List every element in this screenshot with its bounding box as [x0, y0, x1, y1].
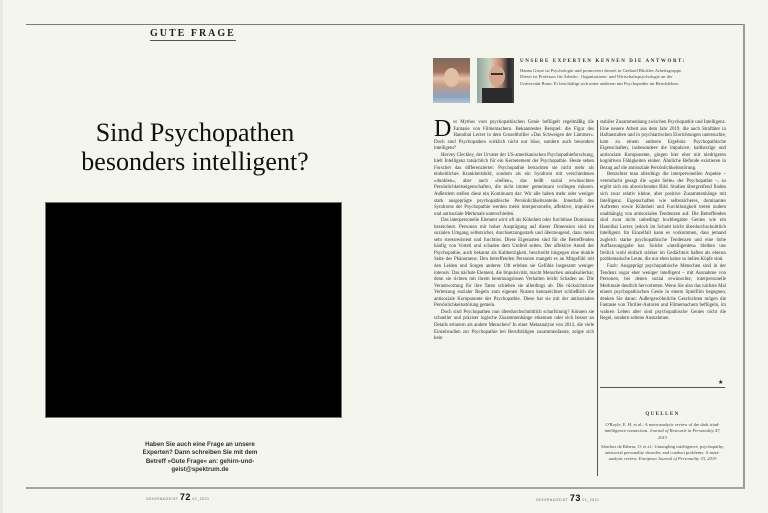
- hero-image: [45, 202, 342, 418]
- column-divider: [597, 120, 598, 476]
- sources-heading: QUELLEN: [645, 412, 680, 417]
- source-item: Sánchez de Ribera, O. et al.: Untangling intelligence, psychopathy, antisocial personality disorder, and conduct problems: A meta-analytic review. European Journal of Personality 33, 2019: [600, 443, 725, 462]
- paragraph: Fazit: Ausgeprägt psychopathische Menschen sind in der Tendenz sogar eher weniger intelligent – mit Ausnahme von Personen, bei denen sozial erwünschte, interpersonelle Merkmale deutlich hervortreten. Wenn Sie also das nächste Mal einem psychopathischen Genie in einem Spielfilm begegnen, denken Sie daran: Außergewöhnliche Geschichten mögen die Fantasie von Thriller-Autoren und Filmemachern beflügeln, im wahren Leben aber sind psychopathische Genies nicht die Regel, sondern seltene Ausnahmen.: [600, 264, 726, 322]
- bottom-rule: [26, 487, 745, 489]
- page-spine-edge: [0, 0, 3, 513]
- title-line-2: besonders intelligent?: [81, 147, 309, 176]
- end-mark-icon: ★: [718, 380, 724, 386]
- reader-question-caption: Haben Sie auch eine Frage an unsere Experten? Dann schreiben Sie mit dem Betreff »Gute Frage« an: gehirn-und-geist@spektrum.de: [142, 441, 258, 473]
- suit-shape: [482, 88, 512, 103]
- page-number: 73: [569, 493, 581, 503]
- paragraph: stabiler Zusammenhang zwischen Psychopathie und Intelligenz. Eine neuere Arbeit aus dem Jahr 2019, die auch Straftäter in Haftanstalten und in psychiatrischen Einrichtungen untersuchte, kam zu einem anderen Ergebnis: Psychopathische Eigenschaften, insbesondere die impulsive, kaltherzige und antisoziale Komponente, gingen hier eher mit niedrigeren kognitiven Fähigkeiten einher. Ähnliche Befunde existieren in Bezug auf die antisoziale Persönlichkeitsstörung.: [600, 120, 726, 171]
- top-rule: [26, 24, 744, 25]
- glasses-shape: [491, 73, 503, 75]
- magazine-name: GEHIRN&GEIST: [146, 497, 179, 501]
- experts-heading: UNSERE EXPERTEN KENNEN DIE ANTWORT:: [520, 59, 686, 64]
- face-shape: [489, 66, 505, 86]
- source-item: O'Boyle, E. H. et al.: A meta-analytic review of the dark triad-intelligence connection. Journal of Research in Personality 47, 2013: [604, 422, 721, 440]
- section-label: GUTE FRAGE: [150, 28, 236, 39]
- page-number: 72: [179, 492, 191, 502]
- body-column-2: [600, 120, 726, 323]
- right-frame-rule: [743, 24, 745, 489]
- drop-cap: D: [434, 116, 452, 142]
- sources-list: [600, 422, 725, 466]
- paragraph: Betrachtet man allerdings die interpersonellen Aspekte – vereinfacht gesagt die »gute Seite« der Psychopathie –, so ergibt sich ein abweichendes Bild. Studien übergreifend finden sich zwar relativ kleine, aber positive Zusammenhänge mit Intelligenz. Eigenschaften wie selbstsicheres, dominantes Auftreten sowie Kühnheit und Furchtlosigkeit treten zudem unabhängig von antisozialen Tendenzen auf. Die Betreffenden sind zwar nicht unbedingt hochbegabte Genies wie ein Hannibal Lecter, jedoch im Schnitt leicht überdurchschnittlich intelligent. Im Einzelfall kann es vorkommen, dass jemand zugleich starke psychopathische Tendenzen und eine hohe Auffassungsgabe hat. Solche »intelligenten« bleiben uns freilich wohl einfach stärker im Gedächtnis haften als ebenso problematische Leute, die nur eben keine so hellen Köpfe sind.: [600, 172, 726, 263]
- article-title: [45, 118, 345, 176]
- folio-left: [146, 492, 210, 502]
- face-shape: [444, 68, 459, 87]
- paragraph: er Mythos vom psychopathischen Genie beflügelt regelmäßig die Fantasie von Filmemachern. Bekanntestes Beispiel: die Figur des Hannibal Lecter in dem Gruselthriller »Das Schweigen der Lämmer«. Doch sind Psychopathen wirklich nicht nur böse, sondern auch besonders intelligent?: [434, 120, 594, 152]
- paragraph: Doch sind Psychopathen nun überdurchschnittlich scharfsinnig? Können sie schneller und präziser logische Zusammenhänge erkennen oder sich besser an Details erinnern als andere Menschen? In einer Metaanalyse von 2013, die viele Einzelstudien zur Psychopathie bei Berufstätigen zusammenfasste, zeigte sich kein: [434, 309, 594, 342]
- issue-number: 01_2021: [582, 498, 600, 502]
- expert-photo-man: [477, 58, 514, 103]
- paragraph: Hervey Cleckley, der Urvater der US-amerikanischen Psychopathieforschung, hielt Intelligenz tatsächlich für ein Kernelement der Psychopathie. Heute sehen Forscher das differenzierter: Psychopathie betrachten sie nicht mehr als einheitliches Krankheitsbild, sondern als ein Syndrom mit verschiedenen »dunklen«, aber auch »hellen«, das heißt sozial erwünschten Persönlichkeitseigenschaften, die nicht immer gemeinsam vorliegen müssen. Außerdem stellen diese ein Kontinuum dar: Wir alle haben mehr oder weniger stark ausgeprägte psychopathische Persönlichkeitsanteile. Innerhalb des Syndroms der Psychopathie werden meist interpersonelle, affektive, impulsive und antisoziale Merkmale unterschieden.: [434, 152, 594, 217]
- issue-number: 01_2021: [192, 497, 210, 501]
- expert-photo-woman: [433, 58, 470, 103]
- body-column-1: [434, 116, 594, 343]
- folio-right: [536, 493, 600, 503]
- experts-bio: Hanna Grose ist Psychologin und promoviert derzeit in Gerhard Blicklеs Arbeitsgruppe. Dieser ist Professor für Arbeits-, Organisations- und Wirtschaftspsychologie an der Universität Bonn. Er beschäftigt sich unter anderem mit Psychopathie im Berufsleben.: [520, 68, 683, 86]
- title-line-1: Sind Psychopathen: [95, 118, 295, 147]
- paragraph: Das interpersonelle Element wird oft als Kühnheit oder furchtlose Dominanz bezeichnet. Personen mit hoher Ausprägung auf dieser Dimension sind im sozialen Umgang selbstsicher, durchsetzungsstark und überzeugend, dazu meist sehr stressresistent und furchtlos. Diese Eigenarten sind für die Betreffenden häufig von Vorteil und schaden dem Umfeld selten. Der affektive Anteil der Psychopathie, auch bekannt als Kaltherzigkeit, beschreibt hingegen eine dunkle Seite des Phänomens: Den betreffenden Personen mangelt es an Mitgefühl mit den Leiden und Sorgen anderer. Oft erleben sie Gefühle insgesamt weniger intensiv. Das nächste Element, die Impulsivität, macht Menschen unkalkulierbar, denn sie richten mit ihrem hemmungslosen Verhalten leicht Schaden an. Die Verantwortung für ihre Taten schieben sie allerdings ab. Die rücksichtslose Verletzung sozialer Regeln zum eigenen Nutzen kennzeichnet schließlich die antisoziale Komponente der Psychopathie. Diese hat sie mit der antisozialen Persönlichkeitsstörung gemein.: [434, 218, 594, 309]
- article-end-rule: [600, 387, 725, 388]
- magazine-name: GEHIRN&GEIST: [536, 498, 569, 502]
